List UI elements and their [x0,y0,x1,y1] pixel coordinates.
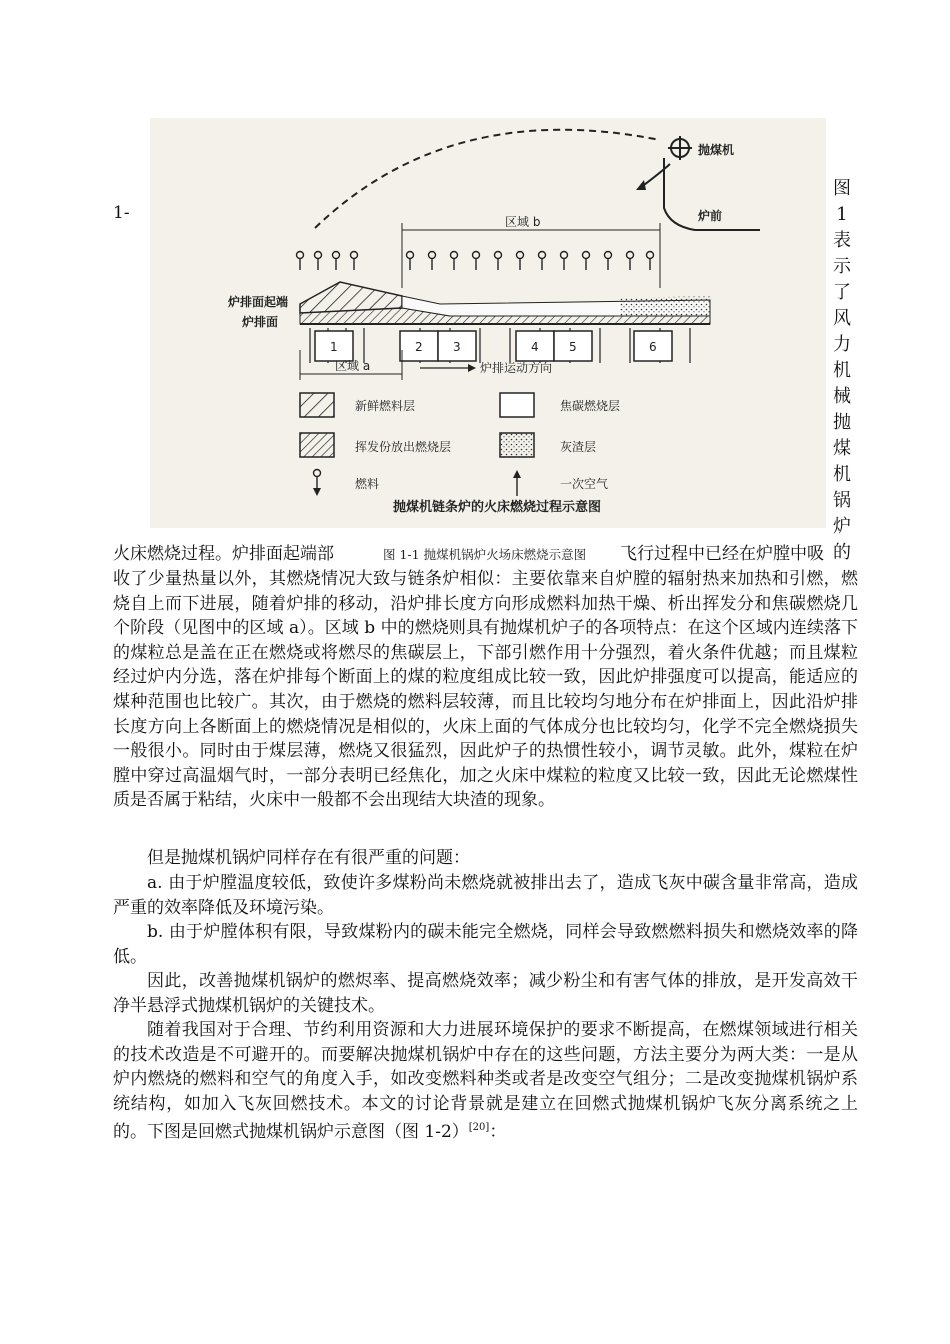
ash-layer [620,296,710,316]
vchar: 机 [833,464,851,485]
front-label: 炉前 [698,209,723,223]
legend-ash-swatch [500,433,534,457]
vertical-text-column [830,176,854,566]
chamber-3: 3 [453,340,461,354]
boiler-diagram [150,118,826,528]
chamber-2: 2 [415,340,423,354]
fuel-drops [297,252,654,271]
trajectory-arc [315,130,660,228]
vchar: 了 [833,282,851,303]
paragraph-line-start: 火床燃烧过程。炉排面起端部 [113,544,334,564]
chamber-1: 1 [330,340,338,354]
vchar: 机 [833,360,851,381]
legend-coke-swatch [500,393,534,417]
vchar: 表 [833,230,851,251]
vchar: 1 [836,204,848,225]
legend-volatile: 挥发份放出燃烧层 [355,440,452,454]
citation-ref: [20] [468,1122,490,1134]
paragraph-6-text: 随着我国对于合理、节约利用资源和大力进展环境保护的要求不断提高，在燃煤领域进行相关的技术改造是不可避开的。而要解决抛煤机锅炉中存在的这些问题，方法主要分为两大类：一是从炉内燃烧的燃料和空气的角度入手，如改变燃料种类或者是改变空气组分；二是改变抛煤机锅炉系统结构，如加入飞灰回燃技术。本文的讨论背景就是建立在回燃式抛煤机锅炉飞灰分离系统之上的。下图是回燃式抛煤机锅炉示意图（图 1-2） [113,1020,858,1143]
body-paragraph-6 [113,1018,858,1145]
air-arrows [310,328,690,363]
legend-fresh: 新鲜燃料层 [355,399,416,413]
vchar: 煤 [833,438,851,459]
chamber-4: 4 [531,340,539,354]
vchar: 械 [833,386,851,407]
vchar: 力 [833,334,851,355]
legend-volatile-swatch [300,433,334,457]
grate-start-label: 炉排面起端 [228,295,289,309]
chamber-5: 5 [569,340,577,354]
legend-air: 一次空气 [560,477,609,491]
zone-a-label: 区域 a [335,359,371,373]
legend-fresh-swatch [300,393,334,417]
paragraph-6-end: ： [489,1122,507,1143]
grate-label: 炉排面 [242,315,279,329]
vchar: 示 [833,256,851,277]
zone-b-label: 区域 b [505,215,541,229]
vchar: 抛 [833,412,851,433]
figure-number-fragment: 1- [113,203,130,223]
body-paragraph-3: a. 由于炉膛温度较低，致使许多煤粉尚未燃烧就被排出去了，造成飞灰中碳含量非常高，造成严重的效率降低及环境污染。 [113,873,858,918]
diagram-title: 抛煤机链条炉的火床燃烧过程示意图 [393,500,602,515]
body-paragraph-5: 因此，改善抛煤机锅炉的燃烬率、提高燃烧效率；减少粉尘和有害气体的排放，是开发高效干净半悬浮式抛煤机锅炉的关键技术。 [113,971,858,1016]
vchar: 图 [833,178,851,199]
paragraph-line-end: 飞行过程中已经在炉膛中吸 [620,544,824,564]
chamber-6: 6 [649,340,657,354]
vchar: 炉 [833,516,851,537]
body-paragraph-4: b. 由于炉膛体积有限，导致煤粉内的碳未能完全燃烧，同样会导致燃燃料损失和燃烧效率的降低。 [113,922,858,967]
body-paragraph-2: 但是抛煤机锅炉同样存在有很严重的问题： [147,848,470,868]
vchar: 锅 [833,490,851,511]
air-chambers [315,331,672,361]
vchar: 风 [833,308,851,329]
legend-fuel: 燃料 [355,477,380,491]
figure-image [150,118,826,528]
motion-label: 炉排运动方向 [480,361,553,375]
legend-ash: 灰渣层 [560,440,597,454]
legend-coke: 焦碳燃烧层 [560,399,621,413]
vchar: 的 [833,542,851,563]
body-paragraph-1: 收了少量热量以外，其燃烧情况大致与链条炉相似：主要依靠来自炉膛的辐射热来加热和引燃，燃烧自上而下进展，随着炉排的移动，沿炉排长度方向形成燃料加热干燥、析出挥发分和焦碳燃烧几个阶段（见图中的区域 a）。区域 b 中的燃烧则具有抛煤机炉子的各项特点：在这个区域内连续落下的煤粒总是盖在正在燃烧或将燃尽的焦碳层上，下部引燃作用十分强烈，着火条件优越；而且煤粒经过炉内分选，落在炉排每个断面上的煤的粒度组成比较一致，因此炉排强度可以提高，能适应的煤种范围也比较广。其次，由于燃烧的燃料层较薄，而且比较均匀地分布在炉排面上，因此沿炉排长度方向上各断面上的燃烧情况是相似的，火床上面的气体成分也比较均匀，化学不完全燃烧损失一般很小。同时由于煤层薄，燃烧又很猛烈，因此炉子的热惯性较小，调节灵敏。此外，煤粒在炉膛中穿过高温烟气时，一部分表明已经焦化，加之火床中煤粒的粒度又比较一致，因此无论燃煤性质是否属于粘结，火床中一般都不会出现结大块渣的现象。 [113,569,858,811]
spreader-label: 抛煤机 [698,143,735,157]
figure-caption: 图 1-1 抛煤机锅炉火场床燃烧示意图 [383,547,587,562]
